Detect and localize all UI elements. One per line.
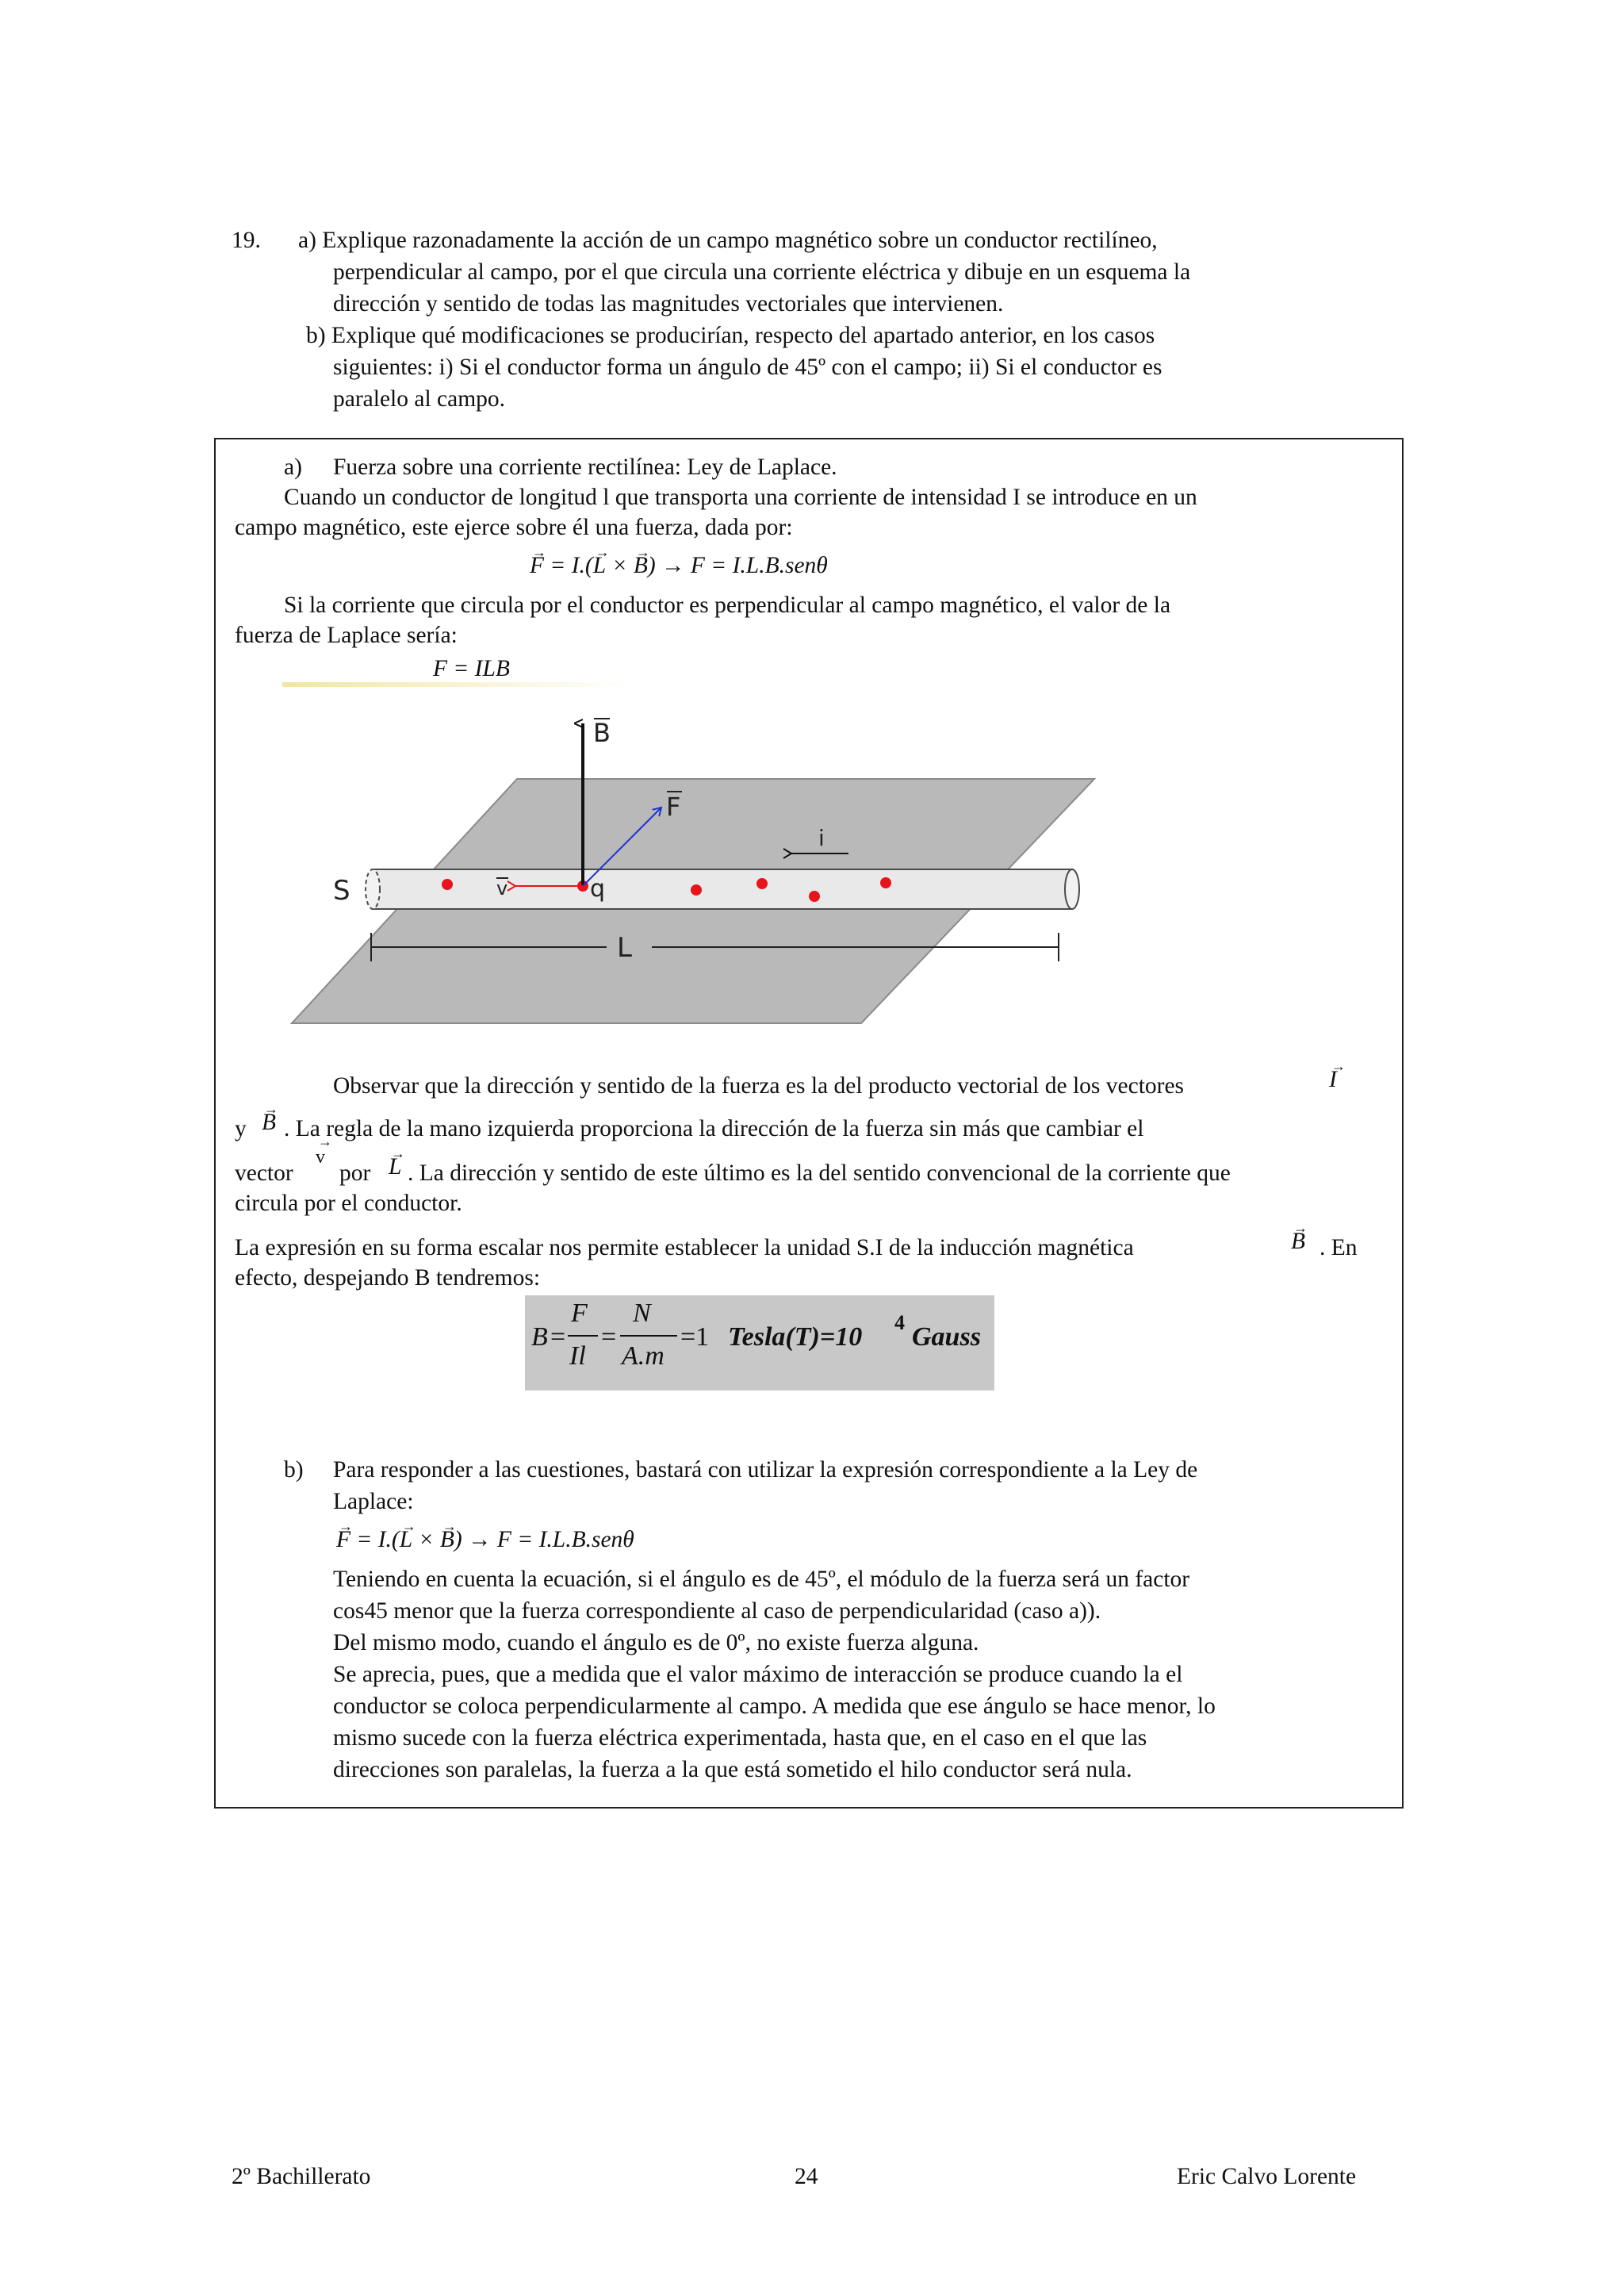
answer-b-para-5: conductor se coloca perpendicularmente al campo. A medida que ese ángulo se hace menor, lo [333, 1694, 1216, 1719]
formula-b-eq-I: = I.( [350, 1527, 400, 1552]
label-i: i [818, 825, 825, 851]
unit-eq: = [550, 1322, 566, 1352]
unit-frac-bar-1 [568, 1335, 598, 1337]
unit-eq1: =1 [680, 1322, 710, 1352]
conductor-end-right [1065, 869, 1079, 909]
conductor-end-left [366, 869, 380, 909]
vector-v-inline [316, 1147, 325, 1168]
charge-5 [880, 877, 891, 888]
observe-line-4: circula por el conductor. [235, 1191, 462, 1216]
answer-b-line-2: Laplace: [333, 1489, 414, 1514]
label-q: q [590, 875, 606, 903]
formula-times: × [606, 553, 634, 578]
decorative-bar [282, 682, 631, 687]
laplace-formula [530, 550, 828, 582]
answer-a-heading: Fuerza sobre una corriente rectilínea: Ley de Laplace. [333, 455, 837, 480]
unit-tesla: Tesla(T)=10 [728, 1322, 863, 1352]
formula-b-times: × [412, 1527, 440, 1552]
answer-a-marker: a) [284, 455, 302, 480]
answer-b-para-4: Se aprecia, pues, que a medida que el valor máximo de interacción se produce cuando la el [333, 1662, 1183, 1687]
formula-tail: ) → F = I.L.B.senθ [647, 553, 828, 578]
scalar-en: . En [1320, 1235, 1358, 1260]
unit-gauss: Gauss [912, 1322, 981, 1352]
question-b-line-1: b) Explique qué modificaciones se producirían, respecto del apartado anterior, en los casos [306, 323, 1155, 348]
answer-b-para-1: Teniendo en cuenta la ecuación, si el ángulo es de 45º, el módulo de la fuerza será un factor [333, 1567, 1190, 1592]
vector-B-2: → B [262, 1107, 276, 1139]
perp-line-2: fuerza de Laplace sería: [235, 623, 458, 648]
unit-eq-2: = [601, 1322, 617, 1352]
footer-course: 2º Bachillerato [232, 2164, 371, 2189]
vector-F: → F [530, 550, 544, 582]
vector-B-3: → B [1291, 1226, 1305, 1258]
intro-line-2: campo magnético, este ejerce sobre él una fuerza, dada por: [235, 515, 793, 540]
charge-2 [691, 884, 702, 896]
vector-B: → B [634, 550, 648, 582]
observe-line-1: Observar que la dirección y sentido de la fuerza es la del producto vectorial de los vectores [333, 1073, 1185, 1099]
label-S: S [333, 875, 350, 907]
vector-L-inline [389, 1152, 401, 1183]
answer-b-marker: b) [284, 1457, 304, 1483]
answer-b-line-1: Para responder a las cuestiones, bastará con utilizar la expresión correspondiente a la Ley de [333, 1457, 1198, 1483]
vector-B-inline [262, 1107, 276, 1139]
vector-L: → L [593, 550, 606, 582]
unit-frac-bar-2 [620, 1335, 677, 1337]
intro-line-1: Cuando un conductor de longitud l que transporta una corriente de intensidad I se introduce en un [284, 485, 1197, 510]
question-a-line-2: perpendicular al campo, por el que circula una corriente eléctrica y dibuje en un esquema la [333, 259, 1191, 285]
observe-y: y [235, 1116, 247, 1141]
unit-N: N [633, 1298, 651, 1328]
unit-B: B [531, 1322, 548, 1352]
observe-line-2: . La regla de la mano izquierda proporciona la dirección de la fuerza sin más que cambiar el [284, 1116, 1144, 1141]
charge-3 [756, 878, 768, 889]
unit-Il: Il [569, 1341, 586, 1371]
laplace-diagram [278, 682, 1102, 1039]
answer-b-para-2: cos45 menor que la fuerza correspondiente al caso de perpendicularidad (caso a)). [333, 1598, 1101, 1624]
footer-author: Eric Calvo Lorente [1177, 2164, 1357, 2189]
answer-b-para-3: Del mismo modo, cuando el ángulo es de 0º, no existe fuerza alguna. [333, 1630, 979, 1655]
vector-F-b: → F [336, 1525, 350, 1556]
vector-I: → I [1329, 1064, 1337, 1096]
label-F: F [666, 792, 681, 822]
vector-I-inline [1329, 1064, 1337, 1096]
footer-page-number: 24 [795, 2164, 818, 2189]
formula-ilb: F = ILB [433, 656, 510, 681]
vector-L-2: → L [389, 1152, 401, 1183]
unit-exp: 4 [894, 1311, 905, 1334]
vector-B-b: → B [440, 1525, 454, 1556]
answer-b-para-6: mismo sucede con la fuerza eléctrica experimentada, hasta que, en el caso en el que las [333, 1725, 1147, 1751]
vector-B3-inline [1291, 1226, 1305, 1258]
charge-4 [809, 891, 820, 902]
question-a-line-3: dirección y sentido de todas las magnitudes vectoriales que intervienen. [333, 291, 1004, 316]
question-number: 19. [232, 228, 261, 253]
charge-1 [442, 879, 453, 890]
formula-eq-I: = I.( [544, 553, 593, 578]
unit-Am: A.m [622, 1341, 665, 1371]
label-v: v [496, 877, 508, 900]
label-L: L [617, 932, 632, 964]
question-b-line-3: paralelo al campo. [333, 386, 506, 412]
observe-vector-word: vector [235, 1160, 293, 1186]
answer-b-para-7: direcciones son paralelas, la fuerza a la que está sometido el hilo conductor será nula. [333, 1757, 1132, 1782]
tesla-formula-box [525, 1295, 994, 1390]
observe-por-word: por [339, 1160, 371, 1186]
scalar-line-1: La expresión en su forma escalar nos permite establecer la unidad S.I de la inducción magnética [235, 1235, 1134, 1260]
unit-F: F [571, 1298, 588, 1328]
formula-b-tail: ) → F = I.L.B.senθ [454, 1527, 634, 1552]
label-B: B [593, 718, 611, 748]
perp-line-1: Si la corriente que circula por el conductor es perpendicular al campo magnético, el valor de la [284, 593, 1171, 618]
question-a-line-1: a) Explique razonadamente la acción de un campo magnético sobre un conductor rectilíneo, [298, 228, 1158, 253]
vector-v: → v [316, 1147, 325, 1168]
scalar-line-2: efecto, despejando B tendremos: [235, 1265, 541, 1291]
question-b-line-2: siguientes: i) Si el conductor forma un ángulo de 45º con el campo; ii) Si el conductor es [333, 355, 1162, 380]
vector-L-b: → L [400, 1525, 412, 1556]
laplace-formula-b [336, 1525, 634, 1556]
conductor-tube [373, 869, 1072, 909]
observe-line-3: . La dirección y sentido de este último es la del sentido convencional de la corriente que [408, 1160, 1231, 1186]
